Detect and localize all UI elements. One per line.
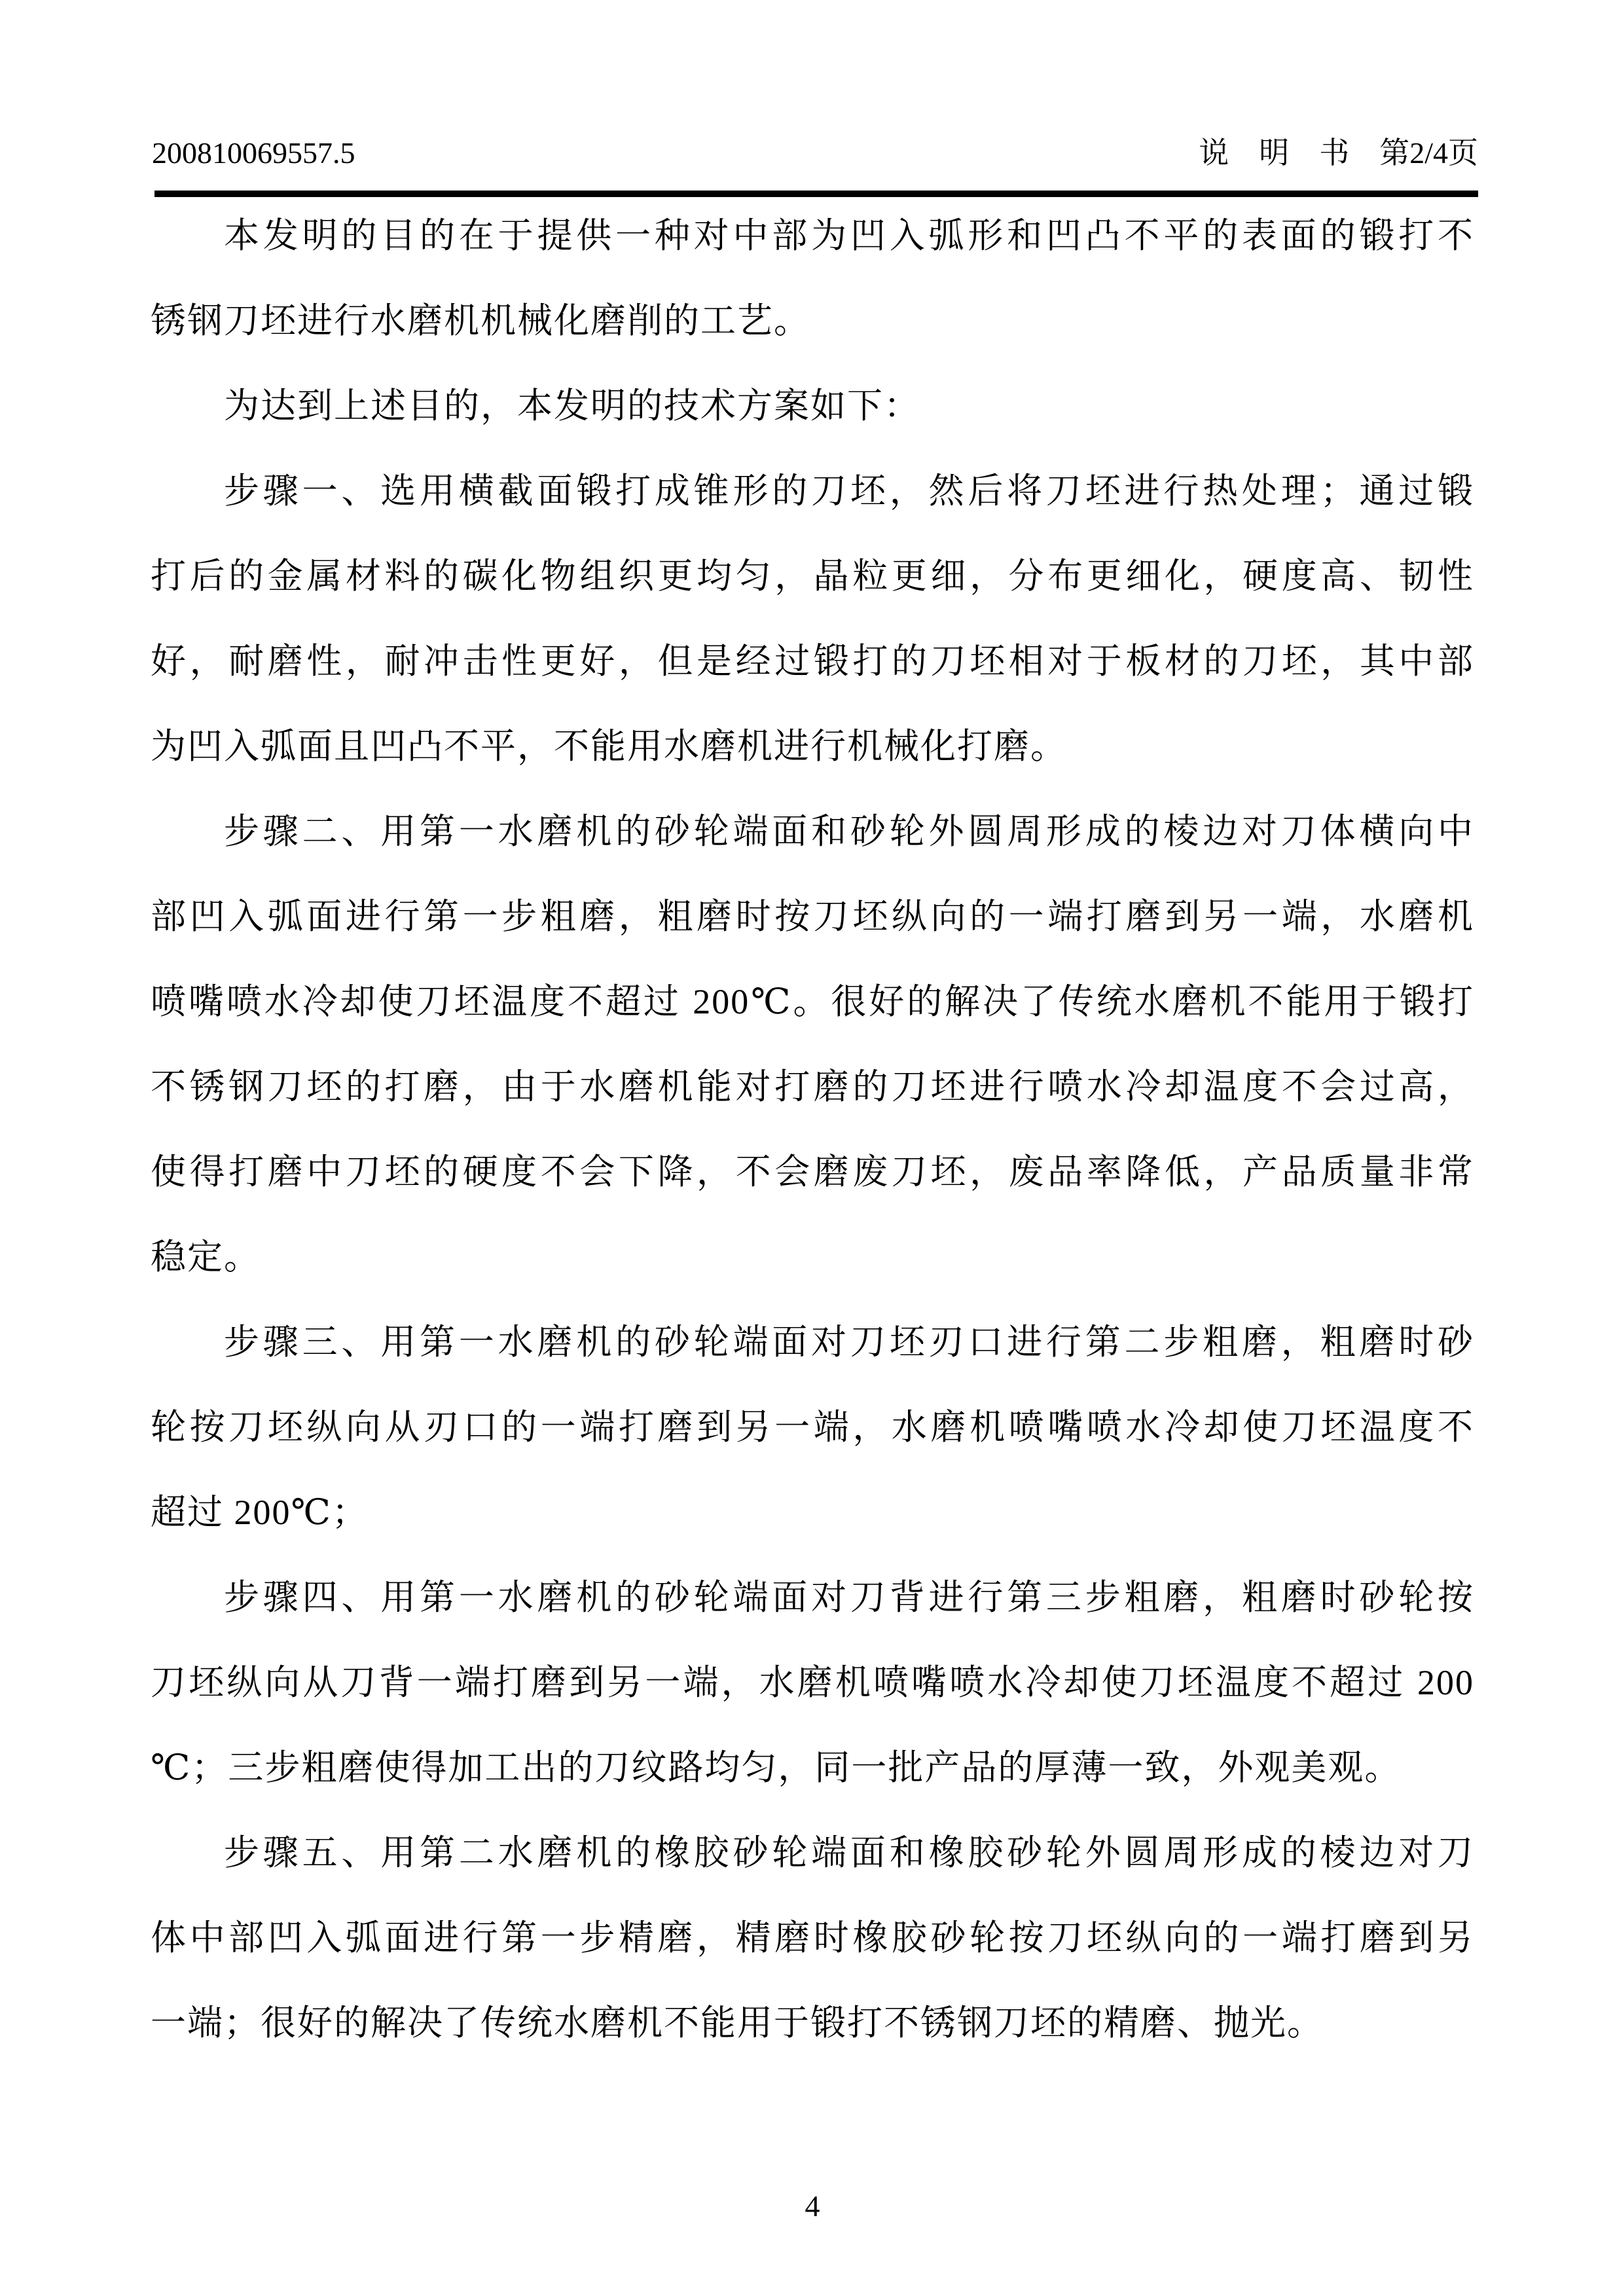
text-line: 使得打磨中刀坯的硬度不会下降，不会磨废刀坯，废品率降低，产品质量非常 [151, 1152, 1474, 1192]
text-line: 打后的金属材料的碳化物组织更均匀，晶粒更细，分布更细化，硬度高、韧性 [151, 556, 1474, 596]
text-line: 为达到上述目的，本发明的技术方案如下： [224, 386, 920, 426]
page-header [152, 134, 1478, 173]
page-footer [151, 2187, 1474, 2226]
text-line: 超过 200℃； [151, 1493, 369, 1532]
text-line: 不锈钢刀坯的打磨，由于水磨机能对打磨的刀坯进行喷水冷却温度不会过高， [151, 1067, 1474, 1106]
text-line: 刀坯纵向从刀背一端打磨到另一端，水磨机喷嘴喷水冷却使刀坯温度不超过 200 [151, 1663, 1474, 1702]
text-line: 稳定。 [151, 1237, 261, 1277]
text-line: 步骤三、用第一水磨机的砂轮端面对刀坯刃口进行第二步粗磨，粗磨时砂 [224, 1322, 1474, 1362]
document-title: 说 明 书 [1199, 136, 1350, 170]
text-line: 部凹入弧面进行第一步粗磨，粗磨时按刀坯纵向的一端打磨到另一端，水磨机 [151, 897, 1474, 936]
page-indicator: 第2/4页 [1379, 136, 1478, 170]
text-line: 步骤一、选用横截面锻打成锥形的刀坯，然后将刀坯进行热处理；通过锻 [224, 471, 1474, 511]
page-number: 4 [805, 2189, 820, 2223]
text-line: 轮按刀坯纵向从刃口的一端打磨到另一端，水磨机喷嘴喷水冷却使刀坯温度不 [151, 1408, 1474, 1447]
text-line: 本发明的目的在于提供一种对中部为凹入弧形和凹凸不平的表面的锻打不 [224, 216, 1474, 255]
text-line: 步骤二、用第一水磨机的砂轮端面和砂轮外圆周形成的棱边对刀体横向中 [224, 812, 1474, 851]
body-text [151, 193, 1474, 2066]
text-line: ℃；三步粗磨使得加工出的刀纹路均匀，同一批产品的厚薄一致，外观美观。 [151, 1748, 1402, 1787]
text-line: 锈钢刀坯进行水磨机机械化磨削的工艺。 [151, 301, 810, 340]
text-line: 为凹入弧面且凹凸不平，不能用水磨机进行机械化打磨。 [151, 727, 1067, 766]
application-number: 200810069557.5 [152, 136, 355, 170]
text-line: 喷嘴喷水冷却使刀坯温度不超过 200℃。很好的解决了传统水磨机不能用于锻打 [151, 982, 1474, 1021]
text-line: 一端；很好的解决了传统水磨机不能用于锻打不锈钢刀坯的精磨、抛光。 [151, 2003, 1324, 2043]
text-line: 好，耐磨性，耐冲击性更好，但是经过锻打的刀坯相对于板材的刀坯，其中部 [151, 642, 1474, 681]
text-line: 步骤五、用第二水磨机的橡胶砂轮端面和橡胶砂轮外圆周形成的棱边对刀 [224, 1833, 1474, 1872]
text-line: 体中部凹入弧面进行第一步精磨，精磨时橡胶砂轮按刀坯纵向的一端打磨到另 [151, 1918, 1474, 1958]
text-line: 步骤四、用第一水磨机的砂轮端面对刀背进行第三步粗磨，粗磨时砂轮按 [224, 1578, 1474, 1617]
header-right [1199, 134, 1478, 173]
